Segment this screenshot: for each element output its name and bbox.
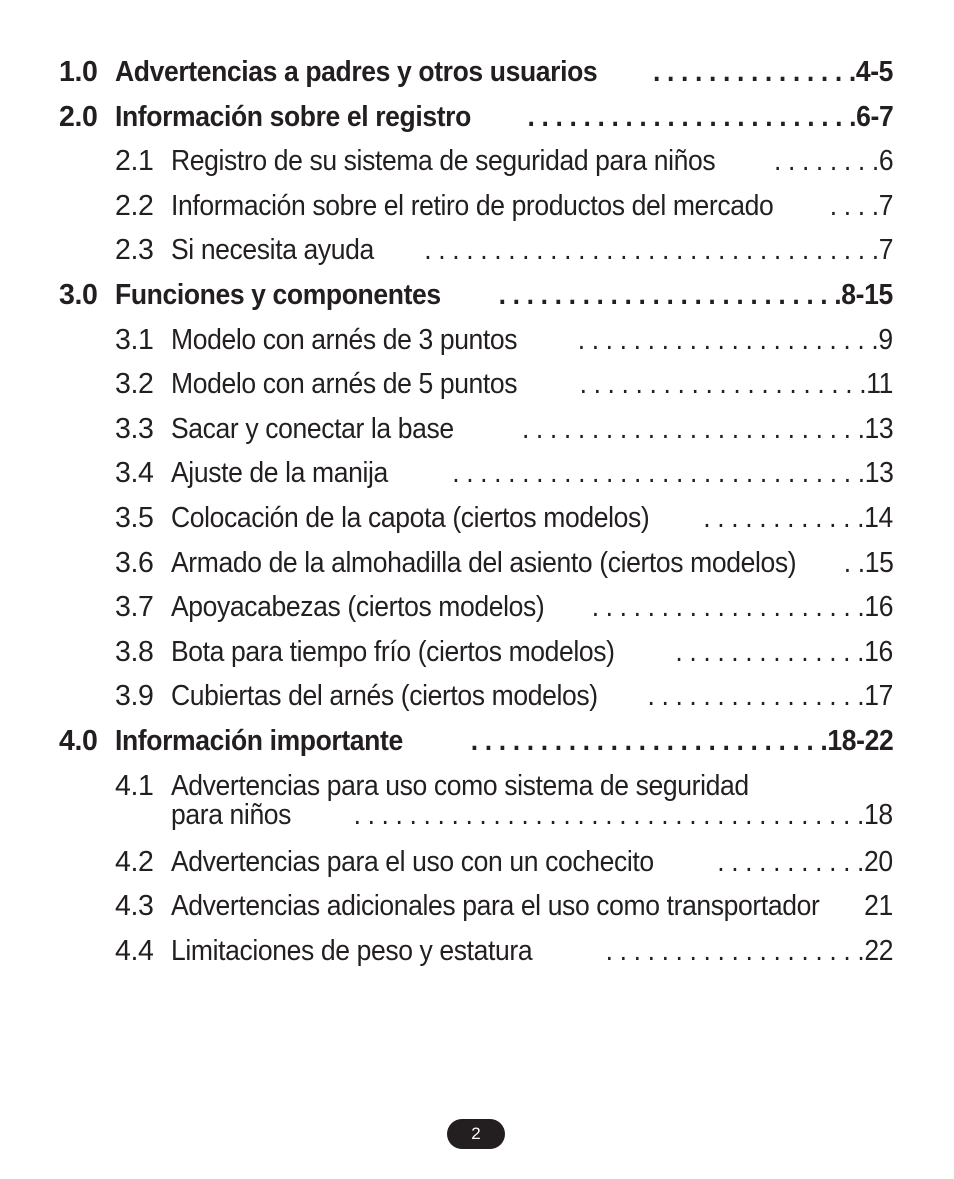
toc-entry-title: Si necesita ayuda — [171, 234, 374, 267]
toc-entry-number: 3.8 — [115, 635, 154, 668]
toc-entry-number: 3.2 — [115, 368, 154, 401]
toc-entry-leader-and-page: . . . . . . . . . . . . . . . . . . . . . . . .6-7 — [527, 100, 893, 133]
toc-entry[interactable] — [59, 886, 893, 931]
toc-entry[interactable] — [59, 766, 893, 842]
toc-entry-title: Ajuste de la manija — [171, 457, 388, 490]
toc-entry-number: 3.7 — [115, 591, 154, 624]
toc-entry-leader-and-page: . . . . . . . . . . . . . . . . . . . . . . . . .8-15 — [498, 278, 893, 311]
toc-entry-number: 4.2 — [115, 845, 154, 878]
toc-entry-title: Colocación de la capota (ciertos modelos) — [171, 501, 650, 534]
toc-entry-number: 3.4 — [115, 457, 154, 490]
toc-entry[interactable] — [59, 587, 893, 632]
toc-entry-leader-and-page: . . . . . . . . . . . . . . .4-5 — [653, 56, 893, 88]
toc-entry-title: Modelo con arnés de 5 puntos — [171, 368, 518, 401]
toc-entry-title: Registro de su sistema de seguridad para niños — [171, 145, 716, 178]
toc-entry-number: 3.5 — [115, 501, 154, 534]
toc-entry-title: Información sobre el registro — [115, 100, 471, 133]
toc-entry-leader-and-page: 21 — [864, 890, 893, 923]
toc-entry-title: Limitaciones de peso y estatura — [171, 934, 533, 967]
toc-entry-leader-and-page: . . . . . . . . . . . .14 — [703, 501, 893, 534]
toc-entry-number: 3.3 — [115, 412, 154, 445]
toc-entry[interactable] — [59, 364, 893, 409]
toc-entry[interactable] — [59, 498, 893, 543]
toc-entry-leader-and-page: . .15 — [843, 546, 893, 579]
toc-entry-number: 3.6 — [115, 546, 154, 579]
toc-entry-title: Sacar y conectar la base — [171, 412, 454, 445]
toc-entry[interactable] — [59, 676, 893, 721]
toc-entry-number: 2.0 — [59, 100, 98, 133]
toc-entry-leader-and-page: . . . .7 — [829, 189, 893, 222]
toc-entry-number: 4.4 — [115, 934, 154, 967]
toc-entry-leader-and-page: . . . . . . . . . . . . . . . . . . . . . . . . . .18-22 — [470, 724, 893, 757]
toc-entry-leader-and-page: . . . . . . . . . . . . . . . .17 — [647, 680, 893, 713]
toc-entry-number: 1.0 — [59, 56, 98, 88]
toc-entry-leader-and-page: . . . . . . . . . . . . . . . . . . . .16 — [591, 591, 893, 624]
toc-entry-title: Funciones y componentes — [115, 278, 441, 311]
toc-entry-number: 4.3 — [115, 890, 154, 923]
toc-entry-number: 2.1 — [115, 145, 154, 178]
toc-entry-leader-and-page: . . . . . . . . . . . . . . . . . . . . . . . . . . . . . . . . . . . . .18 — [353, 798, 893, 831]
toc-entry[interactable] — [59, 97, 893, 142]
toc-entry-title: Advertencias para uso como sistema de seguridad — [171, 769, 749, 802]
toc-entry-number: 4.0 — [59, 724, 98, 757]
toc-entry[interactable] — [59, 52, 893, 97]
toc-entry[interactable] — [59, 230, 893, 275]
toc-entry-title: Información importante — [115, 724, 403, 757]
toc-entry[interactable] — [59, 453, 893, 498]
toc-entry-number: 3.1 — [115, 323, 154, 356]
toc-entry-number: 3.0 — [59, 278, 98, 311]
toc-entry-leader-and-page: . . . . . . . . . . . . . . . . . . . . . . . . .13 — [521, 412, 893, 445]
toc-entry[interactable] — [59, 543, 893, 588]
toc-entry-title: Cubiertas del arnés (ciertos modelos) — [171, 680, 598, 713]
toc-entry-title: Apoyacabezas (ciertos modelos) — [171, 591, 545, 624]
toc-entry[interactable] — [59, 931, 893, 976]
toc-entry[interactable] — [59, 186, 893, 231]
toc-entry-leader-and-page: . . . . . . . . . . . . . .16 — [675, 635, 893, 668]
toc-entry-leader-and-page: . . . . . . . . . . .20 — [717, 845, 893, 878]
toc-entry-title: Modelo con arnés de 3 puntos — [171, 323, 518, 356]
toc-entry-title: Armado de la almohadilla del asiento (ciertos modelos) — [171, 546, 797, 579]
toc-entry-leader-and-page: . . . . . . . . . . . . . . . . . . .22 — [605, 934, 893, 967]
toc-entry[interactable] — [59, 409, 893, 454]
toc-entry[interactable] — [59, 842, 893, 887]
toc-entry-leader-and-page: . . . . . . . . . . . . . . . . . . . . . . . . . . . . . .13 — [451, 457, 893, 490]
toc-entry-number: 2.3 — [115, 234, 154, 267]
toc-entry[interactable] — [59, 320, 893, 365]
toc-entry-title: Advertencias para el uso con un cochecito — [171, 845, 654, 878]
toc-entry-title-continued: para niños — [171, 798, 292, 831]
toc-entry-leader-and-page: . . . . . . . . . . . . . . . . . . . . .11 — [579, 368, 893, 401]
toc-entry-number: 2.2 — [115, 189, 154, 222]
page-number-badge: 2 — [447, 1119, 505, 1149]
toc-entry-leader-and-page: . . . . . . . . . . . . . . . . . . . . . .9 — [577, 323, 893, 356]
toc-entry-number: 3.9 — [115, 680, 154, 713]
toc-entry[interactable] — [59, 275, 893, 320]
toc-entry-title: Advertencias a padres y otros usuarios — [115, 56, 598, 88]
toc-entry-leader-and-page: . . . . . . . .6 — [773, 145, 893, 178]
toc-entry-title: Bota para tiempo frío (ciertos modelos) — [171, 635, 615, 668]
table-of-contents — [59, 52, 893, 975]
toc-entry[interactable] — [59, 632, 893, 677]
toc-entry-title: Información sobre el retiro de productos del mercado — [171, 189, 774, 222]
toc-entry-title: Advertencias adicionales para el uso como transportador — [171, 890, 820, 923]
toc-entry[interactable] — [59, 721, 893, 766]
toc-entry[interactable] — [59, 141, 893, 186]
toc-entry-leader-and-page: . . . . . . . . . . . . . . . . . . . . . . . . . . . . . . . . .7 — [424, 234, 893, 267]
toc-entry-number: 4.1 — [115, 769, 154, 802]
